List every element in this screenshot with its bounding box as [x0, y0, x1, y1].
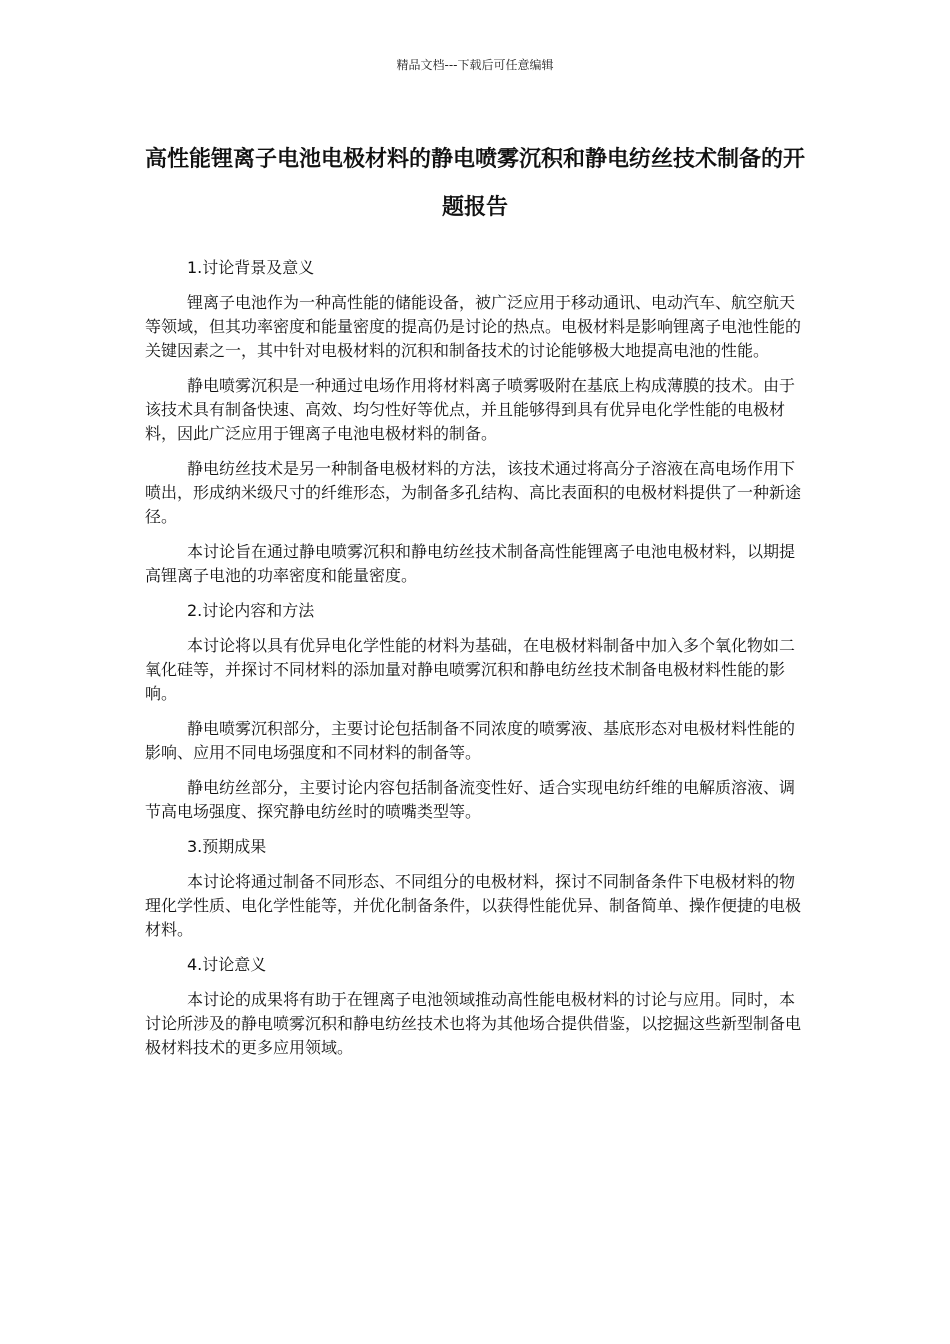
body-paragraph: 静电纺丝技术是另一种制备电极材料的方法，该技术通过将高分子溶液在高电场作用下喷出，形成纳米级尺寸的纤维形态，为制备多孔结构、高比表面积的电极材料提供了一种新途径。 — [145, 459, 802, 526]
section-heading: 2.讨论内容和方法 — [187, 601, 315, 620]
body-paragraph: 本讨论将以具有优异电化学性能的材料为基础，在电极材料制备中加入多个氧化物如二氧化硅等，并探讨不同材料的添加量对静电喷雾沉积和静电纺丝技术制备电极材料性能的影响。 — [145, 636, 796, 703]
section-heading: 4.讨论意义 — [187, 955, 267, 974]
body-paragraph: 本讨论旨在通过静电喷雾沉积和静电纺丝技术制备高性能锂离子电池电极材料，以期提高锂离子电池的功率密度和能量密度。 — [145, 542, 796, 585]
document-title: 高性能锂离子电池电极材料的静电喷雾沉积和静电纺丝技术制备的开题报告 — [144, 147, 805, 220]
document-body — [145, 256, 809, 1071]
body-paragraph: 静电纺丝部分，主要讨论内容包括制备流变性好、适合实现电纺纤维的电解质溶液、调节高电场强度、探究静电纺丝时的喷嘴类型等。 — [145, 778, 796, 821]
section-heading: 3.预期成果 — [187, 837, 267, 856]
body-paragraph: 静电喷雾沉积是一种通过电场作用将材料离子喷雾吸附在基底上构成薄膜的技术。由于该技术具有制备快速、高效、均匀性好等优点，并且能够得到具有优异电化学性能的电极材料，因此广泛应用于锂离子电池电极材料的制备。 — [145, 376, 796, 443]
body-paragraph: 静电喷雾沉积部分，主要讨论包括制备不同浓度的喷雾液、基底形态对电极材料性能的影响、应用不同电场强度和不同材料的制备等。 — [145, 719, 796, 762]
body-paragraph: 锂离子电池作为一种高性能的储能设备，被广泛应用于移动通讯、电动汽车、航空航天等领域，但其功率密度和能量密度的提高仍是讨论的热点。电极材料是影响锂离子电池性能的关键因素之一，其中针对电极材料的沉积和制备技术的讨论能够极大地提高电池的性能。 — [145, 293, 802, 360]
page-header: 精品文档---下载后可任意编辑 — [396, 58, 554, 72]
body-paragraph: 本讨论的成果将有助于在锂离子电池领域推动高性能电极材料的讨论与应用。同时，本讨论所涉及的静电喷雾沉积和静电纺丝技术也将为其他场合提供借鉴，以挖掘这些新型制备电极材料技术的更多应用领域。 — [145, 990, 802, 1057]
body-paragraph: 本讨论将通过制备不同形态、不同组分的电极材料，探讨不同制备条件下电极材料的物理化学性质、电化学性能等，并优化制备条件，以获得性能优异、制备简单、操作便捷的电极材料。 — [145, 872, 802, 939]
section-heading: 1.讨论背景及意义 — [187, 258, 315, 277]
